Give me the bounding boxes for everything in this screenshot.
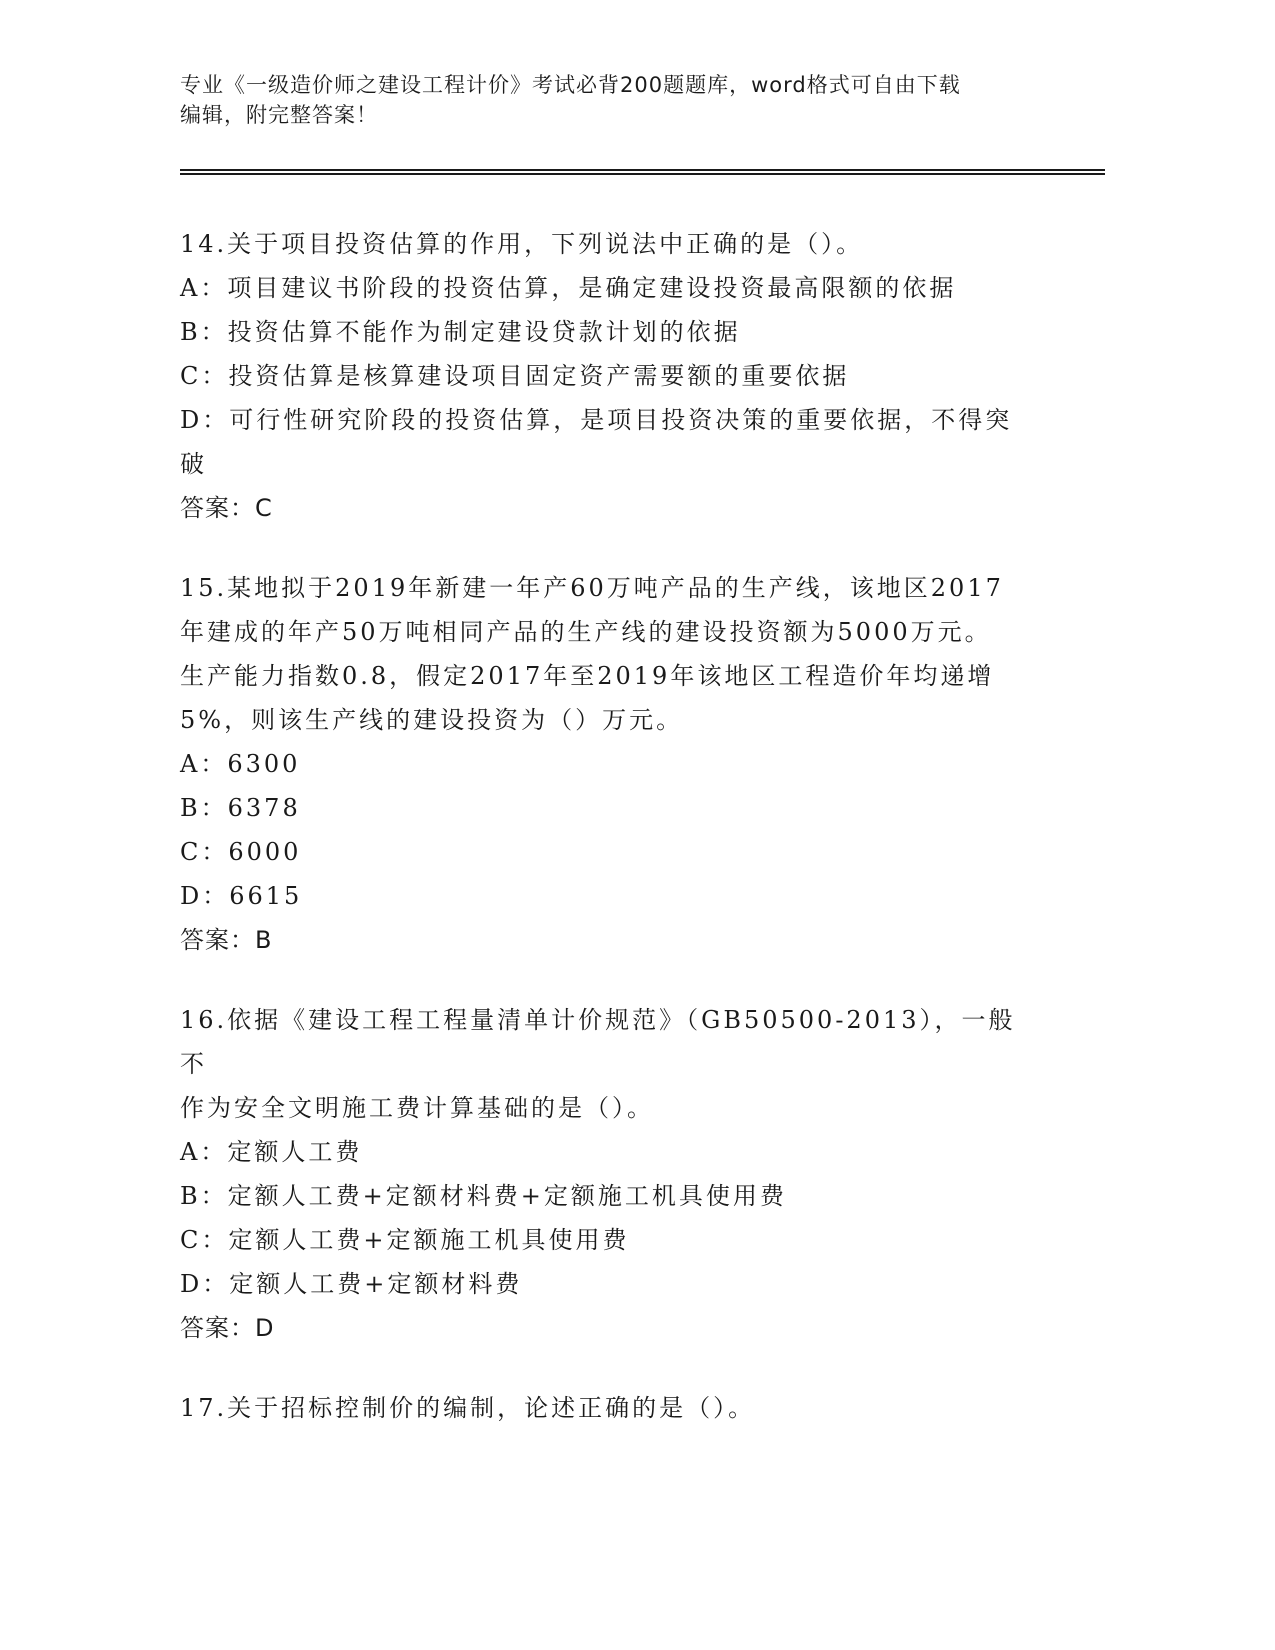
question-stem: 15.某地拟于2019年新建一年产60万吨产品的生产线，该地区2017 [180,574,1004,602]
question-15 [180,566,1040,962]
option-b: B：定额人工费+定额材料费+定额施工机具使用费 [180,1182,787,1210]
question-14 [180,222,1040,530]
header-divider-bottom [180,173,1105,175]
question-stem: 14.关于项目投资估算的作用，下列说法中正确的是（）。 [180,230,864,258]
question-stem: 生产能力指数0.8，假定2017年至2019年该地区工程造价年均递增 [180,662,995,690]
option-b: B：投资估算不能作为制定建设贷款计划的依据 [180,318,741,346]
option-d: D：6615 [180,882,303,910]
answer: 答案：D [180,1314,275,1342]
question-stem: 年建成的年产50万吨相同产品的生产线的建设投资额为5000万元。 [180,618,992,646]
question-stem: 17.关于招标控制价的编制，论述正确的是（）。 [180,1394,756,1422]
option-a: A：定额人工费 [180,1138,363,1166]
question-16 [180,998,1040,1350]
question-list [180,222,1040,1466]
option-c: C：投资估算是核算建设项目固定资产需要额的重要依据 [180,362,850,390]
question-stem: 作为安全文明施工费计算基础的是（）。 [180,1094,654,1122]
option-d: D：可行性研究阶段的投资估算，是项目投资决策的重要依据，不得突 [180,406,1013,434]
option-c: C：定额人工费+定额施工机具使用费 [180,1226,630,1254]
question-stem: 16.依据《建设工程工程量清单计价规范》（GB50500-2013），一般不 [180,1006,1016,1078]
question-stem: 5%，则该生产线的建设投资为（）万元。 [180,706,684,734]
option-a: A：项目建议书阶段的投资估算，是确定建设投资最高限额的依据 [180,274,957,302]
document-header [180,70,1040,130]
option-d-continued: 破 [180,450,207,478]
header-line-2: 编辑，附完整答案！ [180,103,378,127]
option-d: D：定额人工费+定额材料费 [180,1270,523,1298]
header-divider-top [180,169,1105,171]
option-b: B：6378 [180,794,301,822]
option-a: A：6300 [180,750,301,778]
question-17 [180,1386,1040,1430]
header-line-1: 专业《一级造价师之建设工程计价》考试必背200题题库，word格式可自由下载 [180,73,961,97]
option-c: C：6000 [180,838,302,866]
answer: 答案：C [180,494,273,522]
answer: 答案：B [180,926,273,954]
